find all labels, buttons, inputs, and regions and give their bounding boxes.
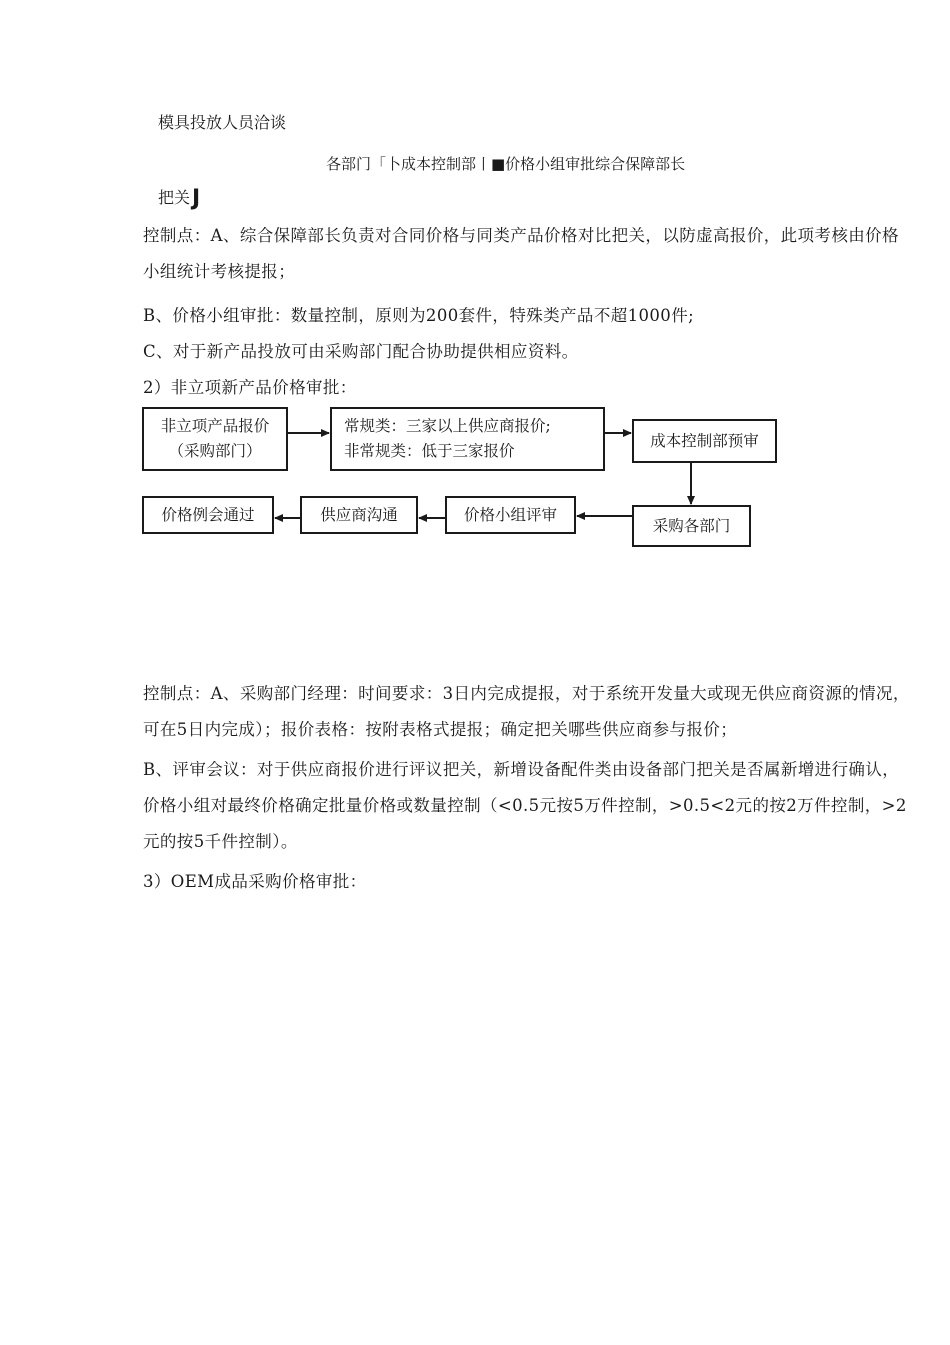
control-point-b-section2: B、评审会议：对于供应商报价进行评议把关，新增设备配件类由设备部门把关是否属新增进行确认，价格小组对最终价格确定批量价格或数量控制（<0.5元按5万件控制，>0.5<2元的按2万件控制，>2元的按5千件控制）。 (143, 760, 907, 851)
flow-box-supplier-communication-label: 供应商沟通 (320, 505, 398, 524)
section3-heading: 3）OEM成品采购价格审批： (143, 872, 367, 891)
flow-box-non-project-quote-line2: （采购部门） (168, 442, 262, 460)
flow-box-procurement-depts-label: 采购各部门 (652, 516, 731, 535)
flow-box-non-project-quote-line1: 非立项产品报价 (160, 417, 270, 435)
gatekeeping-glyph: J (192, 186, 201, 211)
header-line-mold: 模具投放人员洽谈 (158, 113, 287, 132)
flow-box-price-group-review-label: 价格小组评审 (463, 505, 557, 524)
control-point-c-section1: C、对于新产品投放可由采购部门配合协助提供相应资料。 (143, 342, 579, 361)
flow-box-supplier-categories-line2: 非常规类：低于三家报价 (344, 442, 515, 460)
header-line-departments: 各部门「卜成本控制部丨■价格小组审批综合保障部长 (326, 155, 686, 173)
flow-box-price-meeting-approved-label: 价格例会通过 (161, 505, 255, 524)
section2-heading: 2）非立项新产品价格审批： (143, 378, 357, 397)
flow-box-cost-control-review-label: 成本控制部预审 (650, 431, 759, 450)
gatekeeping-text: 把关 (158, 188, 191, 207)
control-point-a-section2: 控制点：A、采购部门经理：时间要求：3日内完成提报，对于系统开发量大或现无供应商资源的情况，可在5日内完成）；报价表格：按附表格式提报；确定把关哪些供应商参与报价； (143, 684, 910, 739)
control-point-b-section1: B、价格小组审批：数量控制，原则为200套件，特殊类产品不超1000件; (143, 306, 695, 325)
flow-box-supplier-categories-line1: 常规类：三家以上供应商报价; (344, 417, 551, 435)
control-point-a-section1: 控制点：A、综合保障部长负责对合同价格与同类产品价格对比把关，以防虚高报价，此项考核由价格小组统计考核提报； (143, 226, 899, 281)
flow-arrows (0, 0, 950, 600)
